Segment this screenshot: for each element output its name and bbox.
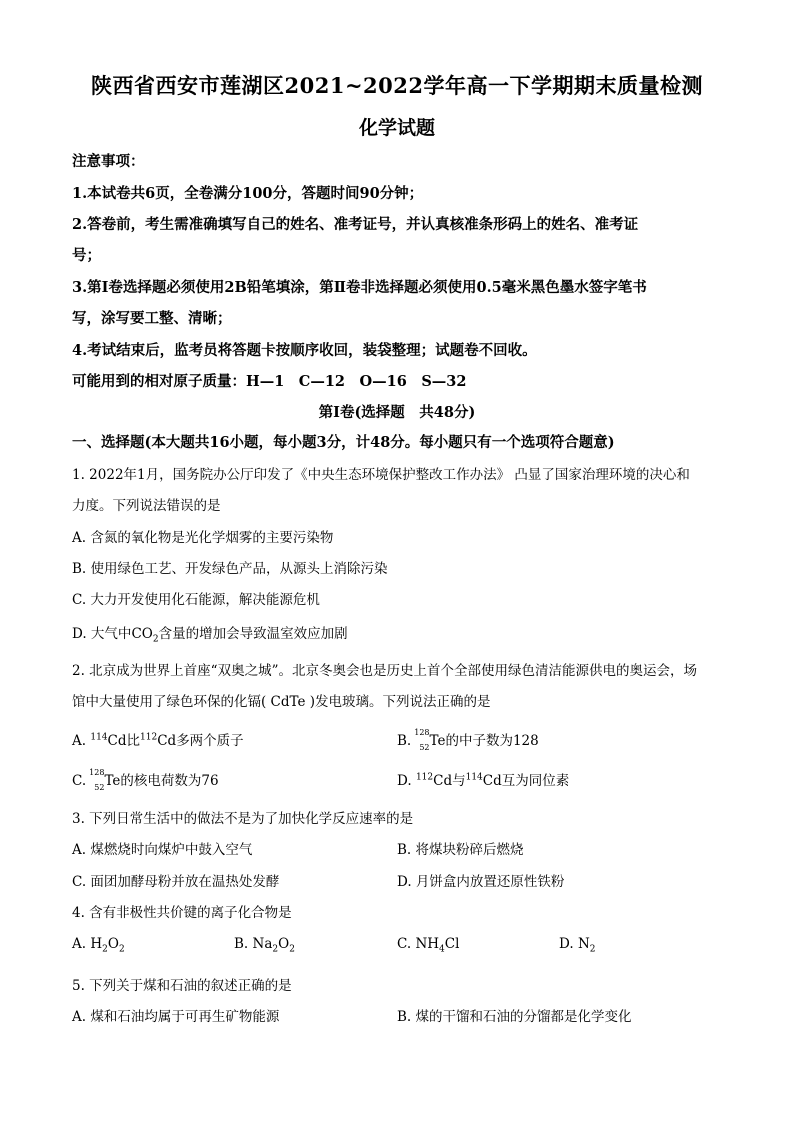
- q4-option-d-label: D.: [559, 936, 574, 952]
- q4-b-sub-1: 2: [272, 944, 279, 955]
- q2-option-b[interactable]: [397, 728, 539, 752]
- q2-a-mass-1: 114: [90, 732, 108, 743]
- section-title: 第Ⅰ卷(选择题 共48分): [318, 404, 476, 421]
- q2-a-mid: 比: [126, 733, 141, 749]
- q2-option-c[interactable]: [72, 768, 219, 792]
- q2-stem-line-1: 2. 北京成为世界上首座“双奥之城”。北京冬奥会也是历史上首个全部使用绿色清洁能源供电的奥运会，场: [72, 663, 697, 679]
- note-1: 1.本试卷共6页，全卷满分100分，答题时间90分钟；: [72, 185, 424, 202]
- q2-a-element-2: Cd: [157, 733, 177, 749]
- note-2-line-2: 号；: [72, 247, 101, 264]
- q4-b-formula-2: O: [278, 936, 290, 952]
- q1-stem-line-2: 力度。下列说法错误的是: [72, 498, 221, 514]
- q2-option-b-label: B.: [397, 733, 412, 749]
- q1-option-c[interactable]: C. 大力开发使用化石能源，解决能源危机: [72, 592, 320, 608]
- exam-title: 陕西省西安市莲湖区2021~2022学年高一下学期期末质量检测: [91, 73, 703, 98]
- q4-option-d[interactable]: [559, 936, 595, 955]
- q4-c-formula-1: NH: [415, 936, 440, 952]
- q4-a-sub-2: 2: [118, 944, 125, 955]
- note-3-line-2: 写，涂写要工整、清晰；: [72, 310, 232, 327]
- exam-subject: 化学试题: [358, 117, 435, 139]
- q4-b-sub-2: 2: [289, 944, 295, 955]
- q2-c-element: Te: [104, 773, 121, 789]
- q3-option-b[interactable]: B. 将煤块粉碎后燃烧: [397, 842, 524, 858]
- q4-option-c[interactable]: [397, 936, 459, 955]
- q4-c-sub-1: 4: [439, 944, 445, 955]
- q2-option-a[interactable]: [72, 729, 244, 749]
- q4-stem: 4. 含有非极性共价键的离子化合物是: [72, 905, 292, 921]
- q4-option-a[interactable]: [72, 936, 125, 955]
- q5-option-b[interactable]: B. 煤的干馏和石油的分馏都是化学变化: [397, 1009, 632, 1025]
- q5-stem: 5. 下列关于煤和石油的叙述正确的是: [72, 978, 292, 994]
- notes-heading: 注意事项：: [72, 153, 145, 170]
- q2-c-nuclide: [89, 768, 105, 792]
- q3-option-c[interactable]: C. 面团加酵母粉并放在温热处发酵: [72, 874, 280, 890]
- q1-option-d-subscript: 2: [152, 634, 159, 645]
- q2-stem-line-2: 馆中大量使用了绿色环保的化镉( CdTe )发电玻璃。下列说法正确的是: [72, 694, 491, 710]
- note-2-line-1: 2.答卷前，考生需准确填写自己的姓名、准考证号，并认真核准条形码上的姓名、准考证: [72, 216, 639, 233]
- q2-option-d[interactable]: [397, 769, 569, 789]
- q4-option-b[interactable]: [234, 936, 295, 955]
- q4-a-formula-1: H: [90, 936, 103, 952]
- note-4: 4.考试结束后，监考员将答题卡按顺序收回，装袋整理；试题卷不回收。: [72, 342, 537, 359]
- q2-c-atomic-number: 52: [94, 783, 105, 792]
- q3-stem: 3. 下列日常生活中的做法不是为了加快化学反应速率的是: [72, 811, 414, 827]
- q2-b-post: 的中子数为128: [445, 733, 539, 749]
- q4-option-a-label: A.: [72, 936, 87, 952]
- q4-b-formula-1: Na: [252, 936, 273, 952]
- q4-d-sub-1: 2: [589, 944, 596, 955]
- q1-option-d-formula: CO: [131, 626, 153, 642]
- q1-option-b[interactable]: B. 使用绿色工艺、开发绿色产品，从源头上消除污染: [72, 561, 388, 577]
- q2-b-element: Te: [429, 733, 446, 749]
- q5-option-a[interactable]: A. 煤和石油均属于可再生矿物能源: [72, 1009, 280, 1025]
- q2-d-mass-1: 112: [415, 772, 434, 783]
- q1-option-d-pre: D. 大气中: [72, 626, 132, 642]
- q4-d-formula-1: N: [577, 936, 590, 952]
- q4-option-c-label: C.: [397, 936, 412, 952]
- part-instructions: 一、选择题(本大题共16小题，每小题3分，计48分。每小题只有一个选项符合题意): [72, 434, 615, 451]
- q2-c-mass: 128: [89, 768, 105, 777]
- q2-d-post: 互为同位素: [501, 773, 570, 789]
- q3-option-d[interactable]: D. 月饼盒内放置还原性铁粉: [397, 874, 565, 890]
- q2-option-a-label: A.: [72, 733, 87, 749]
- q2-d-element-2: Cd: [482, 773, 502, 789]
- q2-option-d-label: D.: [397, 773, 412, 789]
- q1-option-a[interactable]: A. 含氮的氧化物是光化学烟雾的主要污染物: [72, 530, 334, 546]
- q3-option-a[interactable]: A. 煤燃烧时向煤炉中鼓入空气: [72, 842, 253, 858]
- q1-option-d[interactable]: [72, 622, 348, 645]
- atomic-mass-line: 可能用到的相对原子质量：H—1 C—12 O—16 S—32: [72, 373, 467, 390]
- q1-stem-line-1: 1. 2022年1月，国务院办公厅印发了《中央生态环境保护整改工作办法》 凸显了国家治理环境的决心和: [72, 467, 690, 483]
- q2-b-atomic-number: 52: [419, 743, 430, 752]
- q2-d-mid: 与: [452, 773, 466, 789]
- q2-c-post: 的核电荷数为76: [120, 773, 219, 789]
- q2-b-mass: 128: [414, 728, 430, 737]
- q1-option-d-post: 含量的增加会导致温室效应加剧: [158, 626, 348, 642]
- q4-option-b-label: B.: [234, 936, 249, 952]
- q2-option-c-label: C.: [72, 773, 87, 789]
- q4-a-formula-2: O: [107, 936, 119, 952]
- q2-a-mass-2: 112: [140, 732, 158, 743]
- q2-d-element-1: Cd: [433, 773, 453, 789]
- q4-a-sub-1: 2: [102, 944, 108, 955]
- q4-c-formula-2: Cl: [444, 936, 460, 952]
- q2-a-post: 多两个质子: [176, 733, 244, 749]
- q2-b-nuclide: [414, 728, 430, 752]
- q2-a-element-1: Cd: [107, 733, 127, 749]
- note-3-line-1: 3.第Ⅰ卷选择题必须使用2B铅笔填涂，第Ⅱ卷非选择题必须使用0.5毫米黑色墨水签字笔书: [72, 279, 647, 296]
- q2-d-mass-2: 114: [465, 772, 483, 783]
